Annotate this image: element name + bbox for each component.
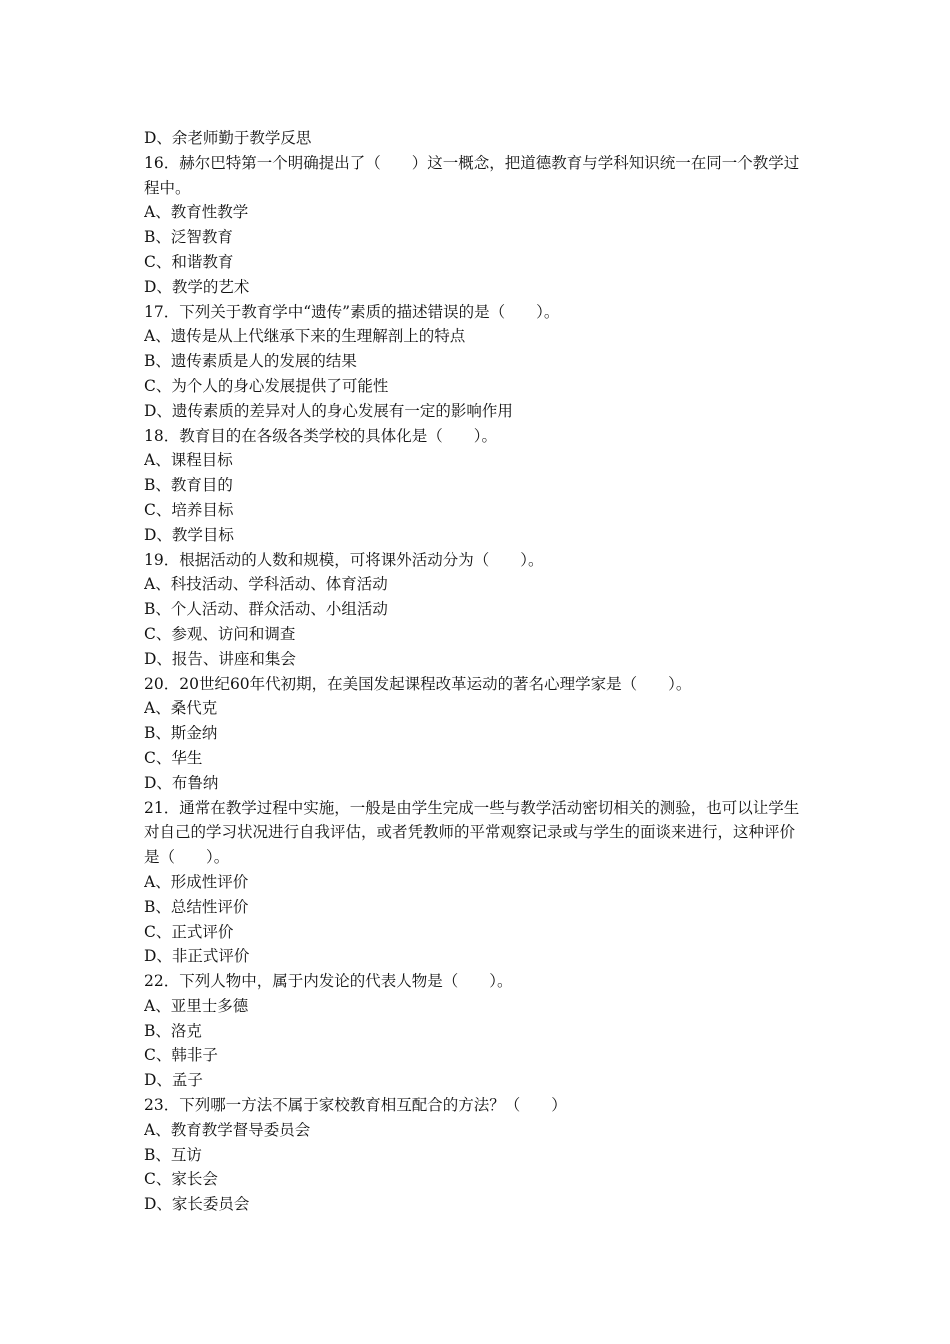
option-d: D、遗传素质的差异对人的身心发展有一定的影响作用 <box>144 401 513 420</box>
option-b: B、教育目的 <box>144 476 233 495</box>
question-20 <box>144 672 810 796</box>
question-16 <box>144 151 810 300</box>
question-stem: 16．赫尔巴特第一个明确提出了（ ）这一概念，把道德教育与学科知识统一在同一个教学过程中。 <box>144 153 800 197</box>
option-b: B、总结性评价 <box>144 897 249 916</box>
question-17 <box>144 300 810 424</box>
option-a: A、亚里士多德 <box>144 996 249 1015</box>
option-c: C、正式评价 <box>144 922 234 941</box>
option-d: D、非正式评价 <box>144 947 250 966</box>
question-21 <box>144 796 810 970</box>
option-d: D、家长委员会 <box>144 1195 250 1214</box>
question-stem: 17．下列关于教育学中“遗传”素质的描述错误的是（ ）。 <box>144 302 560 321</box>
question-22 <box>144 969 810 1093</box>
option-c: C、为个人的身心发展提供了可能性 <box>144 376 389 395</box>
option-a: A、科技活动、学科活动、体育活动 <box>144 575 388 594</box>
option-b: B、个人活动、群众活动、小组活动 <box>144 600 388 619</box>
option-b: B、斯金纳 <box>144 724 218 743</box>
option-c: C、和谐教育 <box>144 252 234 271</box>
option-a: A、遗传是从上代继承下来的生理解剖上的特点 <box>144 327 466 346</box>
option-c: C、华生 <box>144 748 203 767</box>
option-c: C、家长会 <box>144 1170 218 1189</box>
option-d: D、教学的艺术 <box>144 277 250 296</box>
option-b: B、遗传素质是人的发展的结果 <box>144 352 357 371</box>
option-b: B、泛智教育 <box>144 228 233 247</box>
option-a: A、桑代克 <box>144 699 218 718</box>
question-19 <box>144 548 810 672</box>
option-d: D、教学目标 <box>144 525 234 544</box>
leading-option: D、余老师勤于教学反思 <box>144 129 312 147</box>
question-stem: 21．通常在教学过程中实施，一般是由学生完成一些与教学活动密切相关的测验，也可以让学生对自己的学习状况进行自我评估，或者凭教师的平常观察记录或与学生的面谈来进行，这种评价是（ ）。 <box>144 798 800 867</box>
option-d: D、布鲁纳 <box>144 773 219 792</box>
option-b: B、互访 <box>144 1145 202 1164</box>
option-a: A、教育性教学 <box>144 203 249 222</box>
question-23 <box>144 1093 810 1217</box>
option-a: A、课程目标 <box>144 451 233 470</box>
question-list <box>144 126 810 1217</box>
option-d: D、孟子 <box>144 1071 203 1090</box>
question-stem: 18．教育目的在各级各类学校的具体化是（ ）。 <box>144 426 497 445</box>
option-a: A、形成性评价 <box>144 872 249 891</box>
question-stem: 20．20世纪60年代初期，在美国发起课程改革运动的著名心理学家是（ ）。 <box>144 674 692 693</box>
option-c: C、培养目标 <box>144 500 234 519</box>
option-d: D、报告、讲座和集会 <box>144 649 296 668</box>
question-stem: 19．根据活动的人数和规模，可将课外活动分为（ ）。 <box>144 550 544 569</box>
option-c: C、韩非子 <box>144 1046 218 1065</box>
question-18 <box>144 424 810 548</box>
question-stem: 22．下列人物中，属于内发论的代表人物是（ ）。 <box>144 972 513 991</box>
option-b: B、洛克 <box>144 1021 202 1040</box>
option-c: C、参观、访问和调查 <box>144 624 296 643</box>
option-a: A、教育教学督导委员会 <box>144 1120 311 1139</box>
question-stem: 23．下列哪一方法不属于家校教育相互配合的方法？（ ） <box>144 1096 567 1115</box>
